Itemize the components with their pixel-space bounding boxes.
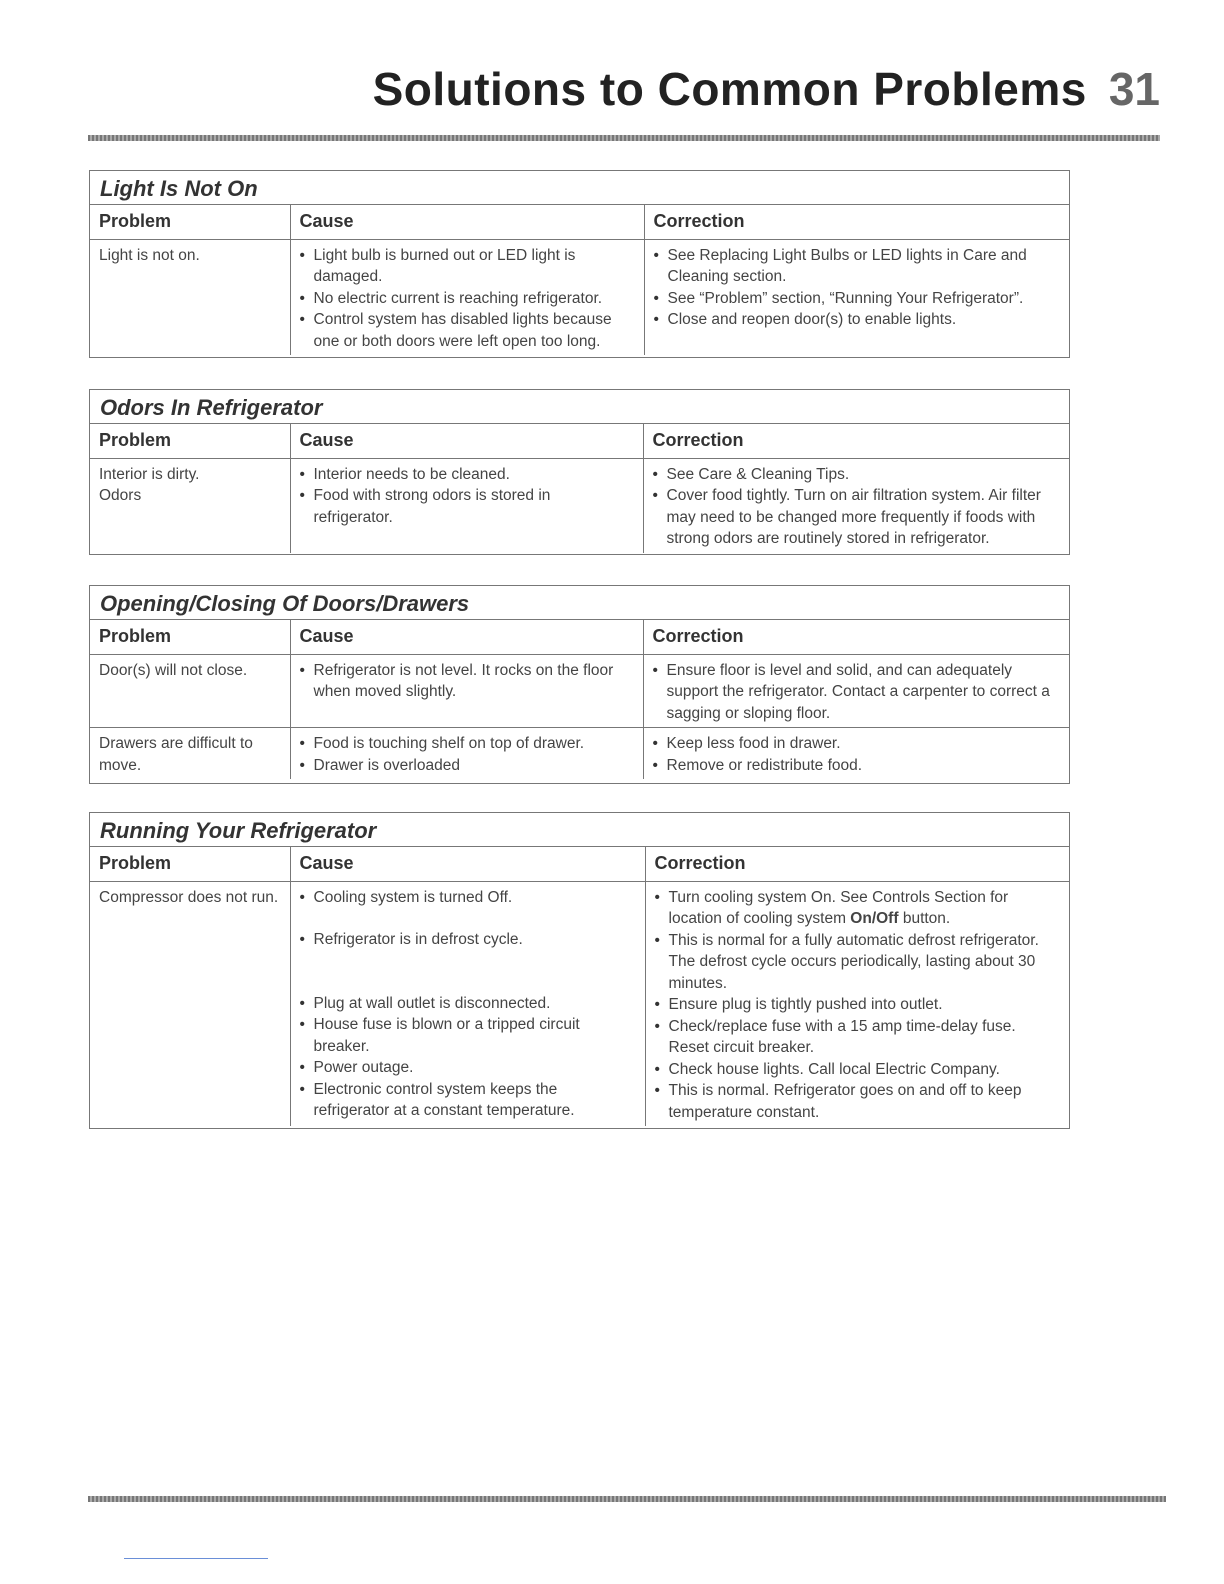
correction-item: • This is normal for a fully automatic defrost refrigerator. The defrost cycle occurs periodically, lasting about 30 minutes.: [655, 930, 1061, 995]
column-header-correction: Correction: [645, 847, 1069, 881]
column-header-cause: Cause: [290, 424, 643, 458]
cause-item: • House fuse is blown or a tripped circuit breaker.: [300, 1014, 636, 1057]
problem-cell: [90, 239, 290, 355]
correction-cell: [643, 458, 1069, 553]
column-header-correction: Correction: [643, 620, 1069, 654]
column-header-correction: Correction: [644, 205, 1069, 239]
table-row: [90, 458, 1069, 553]
footer-mark: [124, 1558, 268, 1559]
correction-item: • Remove or redistribute food.: [653, 755, 1061, 777]
correction-item: [655, 887, 1061, 930]
problem-text: Light is not on.: [99, 246, 200, 264]
correction-cell: [644, 239, 1069, 355]
correction-cell: [643, 654, 1069, 728]
section-odors: [89, 389, 1070, 555]
cause-item: • No electric current is reaching refrigerator.: [300, 288, 635, 310]
footer-rule: [88, 1496, 1166, 1502]
cause-cell: [290, 728, 643, 780]
correction-cell: [643, 728, 1069, 780]
problem-text: Interior is dirty.: [99, 465, 200, 483]
correction-text: button.: [902, 910, 951, 927]
problem-text: Door(s) will not close.: [99, 661, 248, 679]
correction-item: • Check/replace fuse with a 15 amp time-delay fuse. Reset circuit breaker.: [655, 1016, 1061, 1059]
correction-item: • See “Problem” section, “Running Your Refrigerator”.: [654, 288, 1061, 310]
column-header-problem: Problem: [90, 424, 290, 458]
page-title: Solutions to Common Problems: [372, 63, 1087, 115]
cause-item: • Refrigerator is not level. It rocks on the floor when moved slightly.: [300, 660, 634, 703]
troubleshooting-table: [90, 205, 1069, 355]
correction-item: • See Replacing Light Bulbs or LED lights in Care and Cleaning section.: [654, 245, 1061, 288]
correction-item: • Check house lights. Call local Electric Company.: [655, 1059, 1061, 1081]
problem-cell: [90, 728, 290, 780]
column-header-cause: Cause: [290, 620, 643, 654]
table-row: [90, 239, 1069, 355]
cause-item: • Cooling system is turned Off.: [300, 887, 636, 909]
correction-text: Turn cooling system On. See Controls Section for location of cooling system: [668, 888, 1009, 927]
cause-item: • Refrigerator is in defrost cycle.: [300, 929, 636, 951]
cause-item: • Plug at wall outlet is disconnected.: [300, 993, 636, 1015]
cause-cell: [290, 458, 643, 553]
cause-item: • Light bulb is burned out or LED light is damaged.: [300, 245, 635, 288]
header-rule: [88, 135, 1160, 141]
table-row: [90, 881, 1069, 1126]
column-header-problem: Problem: [90, 620, 290, 654]
section-title: Light Is Not On: [90, 171, 1069, 205]
column-header-correction: Correction: [643, 424, 1069, 458]
section-title: Running Your Refrigerator: [90, 813, 1069, 847]
column-header-problem: Problem: [90, 847, 290, 881]
correction-item: • Close and reopen door(s) to enable lights.: [654, 309, 1061, 331]
correction-item: • Cover food tightly. Turn on air filtration system. Air filter may need to be changed more frequently if foods with strong odors are routinely stored in refrigerator.: [653, 485, 1061, 550]
problem-cell: [90, 881, 290, 1126]
section-doors-drawers: [89, 585, 1070, 784]
problem-cell: [90, 654, 290, 728]
cause-item: • Electronic control system keeps the refrigerator at a constant temperature.: [300, 1079, 636, 1122]
cause-cell: [290, 654, 643, 728]
correction-item: • Ensure plug is tightly pushed into outlet.: [655, 994, 1061, 1016]
cause-item: • Control system has disabled lights because one or both doors were left open too long.: [300, 309, 635, 352]
cause-item: • Food is touching shelf on top of drawer.: [300, 733, 634, 755]
problem-text: Drawers are difficult to move.: [99, 735, 253, 774]
section-running-refrigerator: [89, 812, 1070, 1129]
page-header: [88, 62, 1160, 122]
table-row: [90, 654, 1069, 728]
correction-cell: [645, 881, 1069, 1126]
troubleshooting-table: [90, 620, 1069, 779]
cause-item: • Drawer is overloaded: [300, 755, 634, 777]
on-off-button-label: On/Off: [850, 910, 899, 927]
section-light-not-on: [89, 170, 1070, 358]
cause-cell: [290, 239, 644, 355]
column-header-cause: Cause: [290, 847, 645, 881]
problem-text: Odors: [99, 487, 142, 504]
problem-cell: [90, 458, 290, 553]
correction-item: • This is normal. Refrigerator goes on and off to keep temperature constant.: [655, 1080, 1061, 1123]
section-title: Odors In Refrigerator: [90, 390, 1069, 424]
column-header-problem: Problem: [90, 205, 290, 239]
problem-text: Compressor does not run.: [99, 888, 279, 906]
troubleshooting-table: [90, 847, 1069, 1126]
troubleshooting-table: [90, 424, 1069, 553]
section-title: Opening/Closing Of Doors/Drawers: [90, 586, 1069, 620]
correction-item: • Keep less food in drawer.: [653, 733, 1061, 755]
table-row: [90, 728, 1069, 780]
cause-item: • Food with strong odors is stored in refrigerator.: [300, 485, 634, 528]
cause-item: • Power outage.: [300, 1057, 636, 1079]
cause-item: • Interior needs to be cleaned.: [300, 464, 634, 486]
cause-cell: [290, 881, 645, 1126]
correction-item: • Ensure floor is level and solid, and can adequately support the refrigerator. Contact a carpenter to correct a sagging or sloping floor.: [653, 660, 1061, 725]
page-number: 31: [1108, 63, 1160, 115]
correction-item: • See Care & Cleaning Tips.: [653, 464, 1061, 486]
column-header-cause: Cause: [290, 205, 644, 239]
